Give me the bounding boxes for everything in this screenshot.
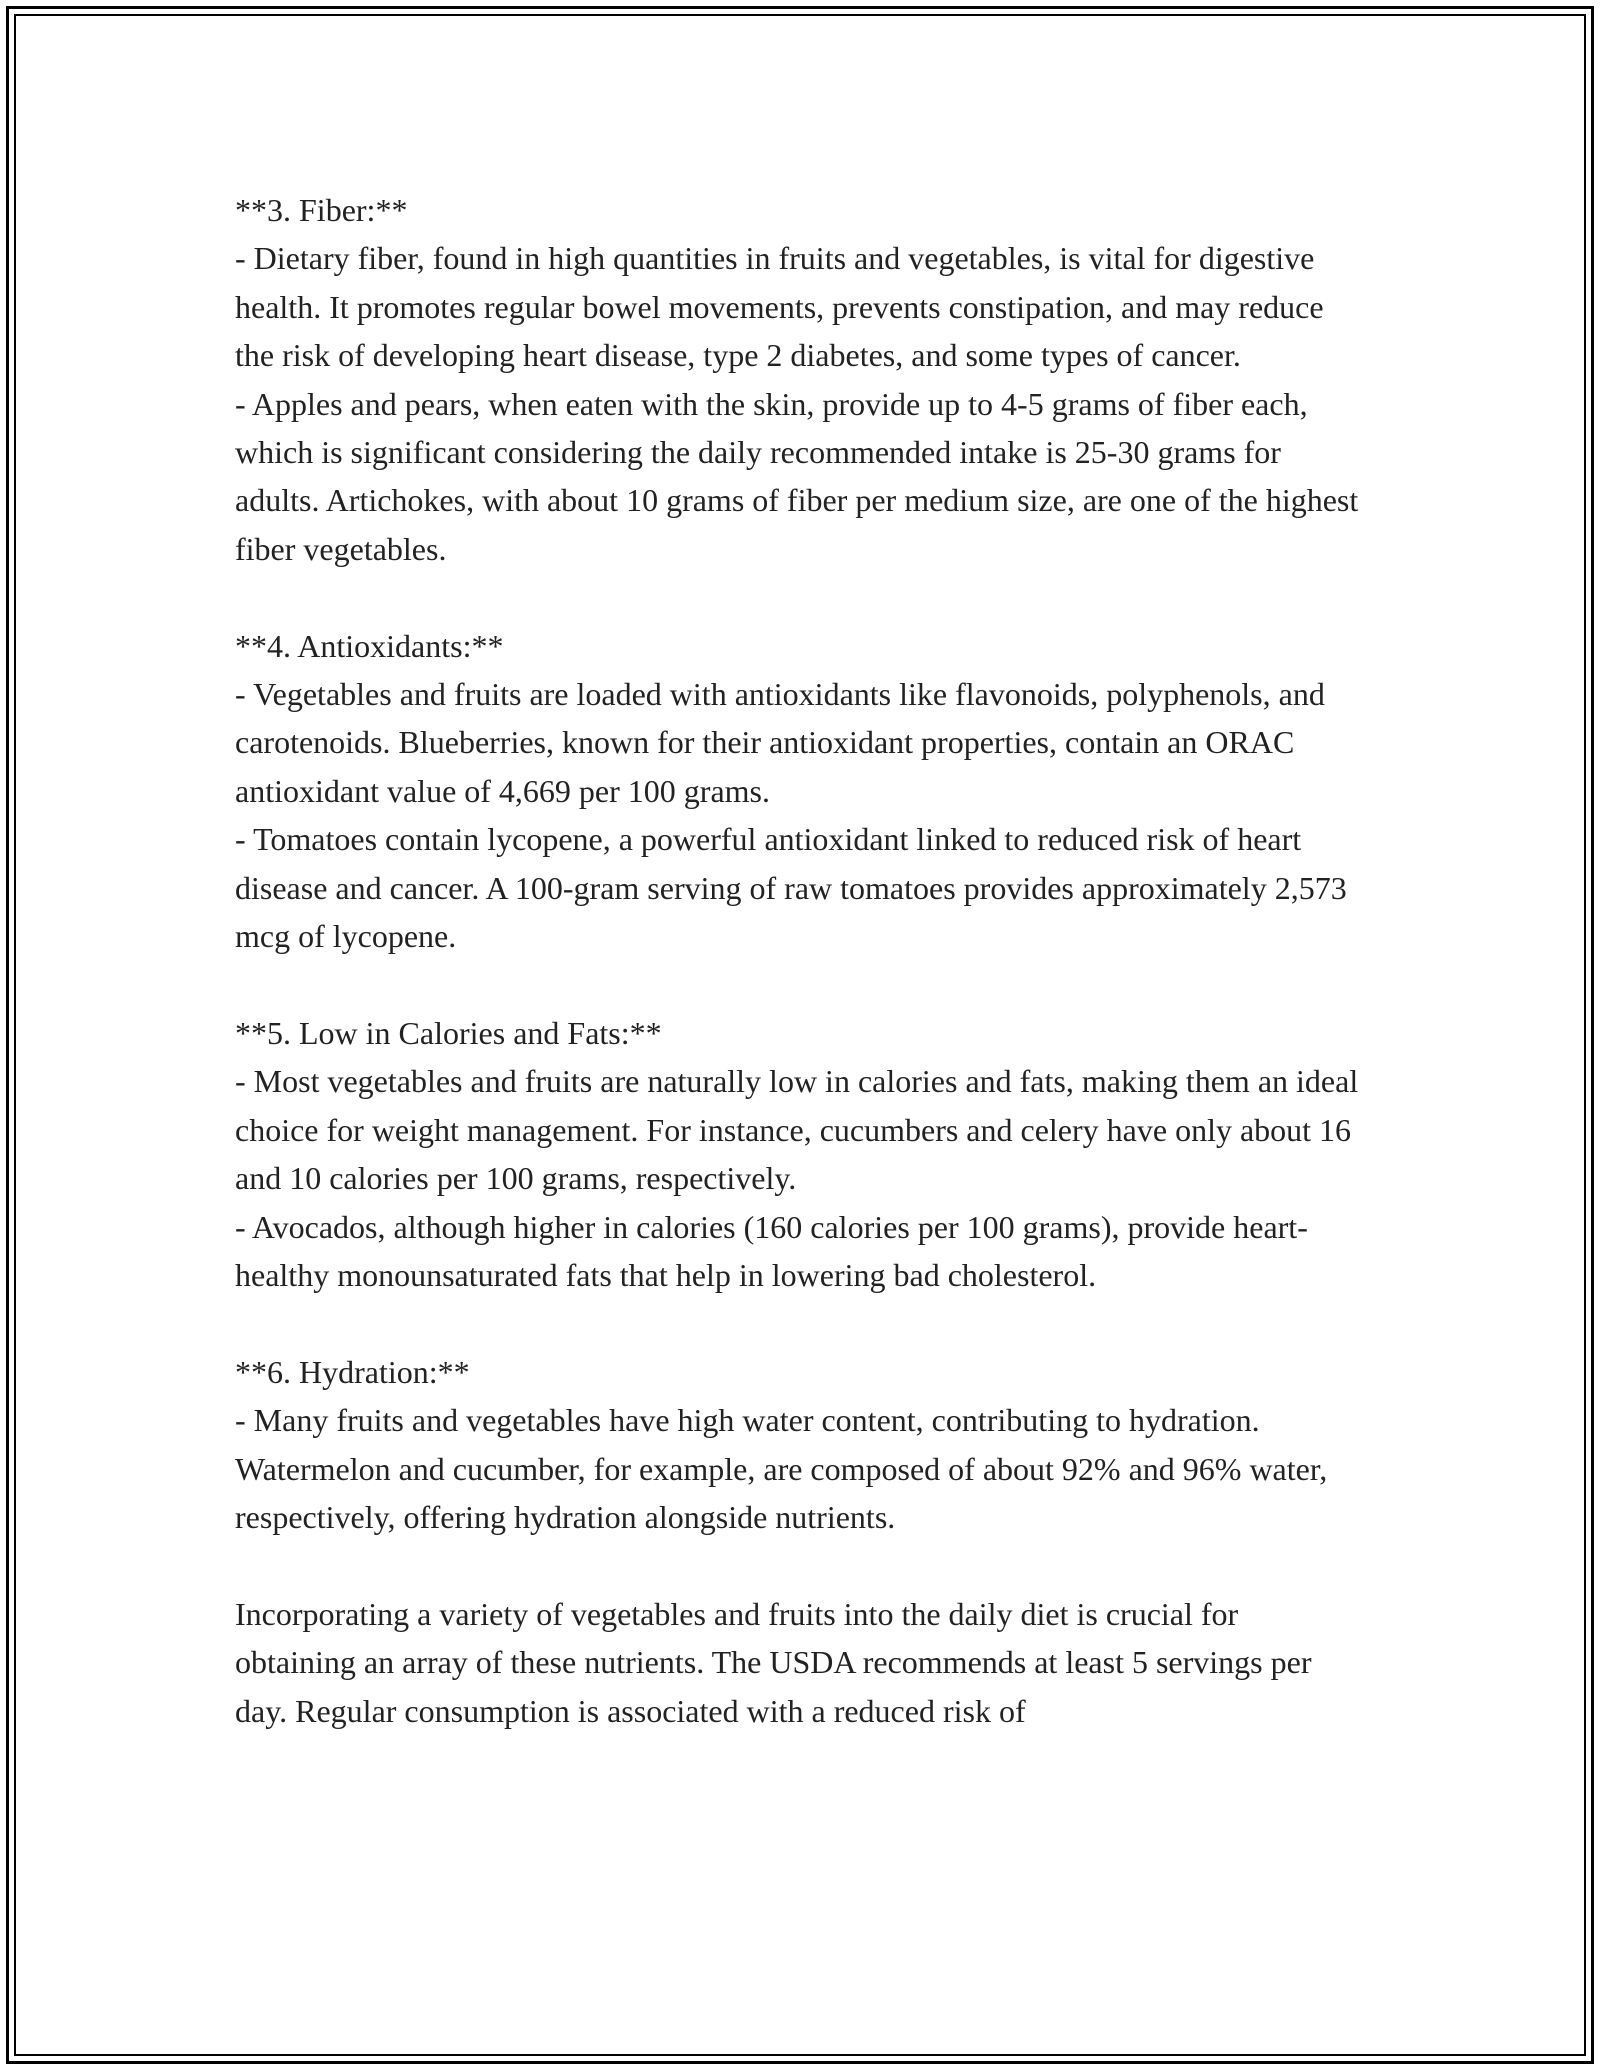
paragraph: - Most vegetables and fruits are naturally low in calories and fats, making them an ideal choice for weight management. For instance, cucumbers and celery have only about 16 and 10 calories per 100 grams, respectively. xyxy=(235,1063,1359,1197)
section-hydration xyxy=(235,1348,1365,1542)
paragraph: - Tomatoes contain lycopene, a powerful antioxidant linked to reduced risk of heart disease and cancer. A 100-gram serving of raw tomatoes provides approximately 2,573 mcg of lycopene. xyxy=(235,821,1347,955)
closing-paragraph: Incorporating a variety of vegetables and fruits into the daily diet is crucial for obtaining an array of these nutrients. The USDA recommends at least 5 servings per day. Regular consumption is associated with a reduced risk of xyxy=(235,1595,1312,1729)
document-body xyxy=(235,186,1365,1735)
section-antioxidants xyxy=(235,622,1365,961)
section-heading: **5. Low in Calories and Fats:** xyxy=(235,1014,662,1051)
section-heading: **6. Hydration:** xyxy=(235,1353,470,1390)
section-heading: **4. Antioxidants:** xyxy=(235,627,504,664)
paragraph: - Vegetables and fruits are loaded with antioxidants like flavonoids, polyphenols, and carotenoids. Blueberries, known for their antioxidant properties, contain an ORAC antioxidant value of 4,669 per 100 grams. xyxy=(235,676,1325,809)
paragraph: - Apples and pears, when eaten with the skin, provide up to 4-5 grams of fiber each, which is significant considering the daily recommended intake is 25-30 grams for adults. Artichokes, with about 10 grams of fiber per medium size, are one of the highest fiber vegetables. xyxy=(235,385,1359,567)
paragraph: - Avocados, although higher in calories (160 calories per 100 grams), provide heart-healthy monounsaturated fats that help in lowering bad cholesterol. xyxy=(235,1208,1308,1293)
section-fiber xyxy=(235,186,1365,573)
section-heading: **3. Fiber:** xyxy=(235,192,408,228)
section-closing xyxy=(235,1590,1365,1735)
paragraph: - Many fruits and vegetables have high water content, contributing to hydration. Watermelon and cucumber, for example, are composed of about 92% and 96% water, respectively, offering hydration alongside nutrients. xyxy=(235,1402,1328,1535)
paragraph: - Dietary fiber, found in high quantities in fruits and vegetables, is vital for digestive health. It promotes regular bowel movements, prevents constipation, and may reduce the risk of developing heart disease, type 2 diabetes, and some types of cancer. xyxy=(235,240,1324,374)
section-low-calories-fats xyxy=(235,1009,1365,1299)
